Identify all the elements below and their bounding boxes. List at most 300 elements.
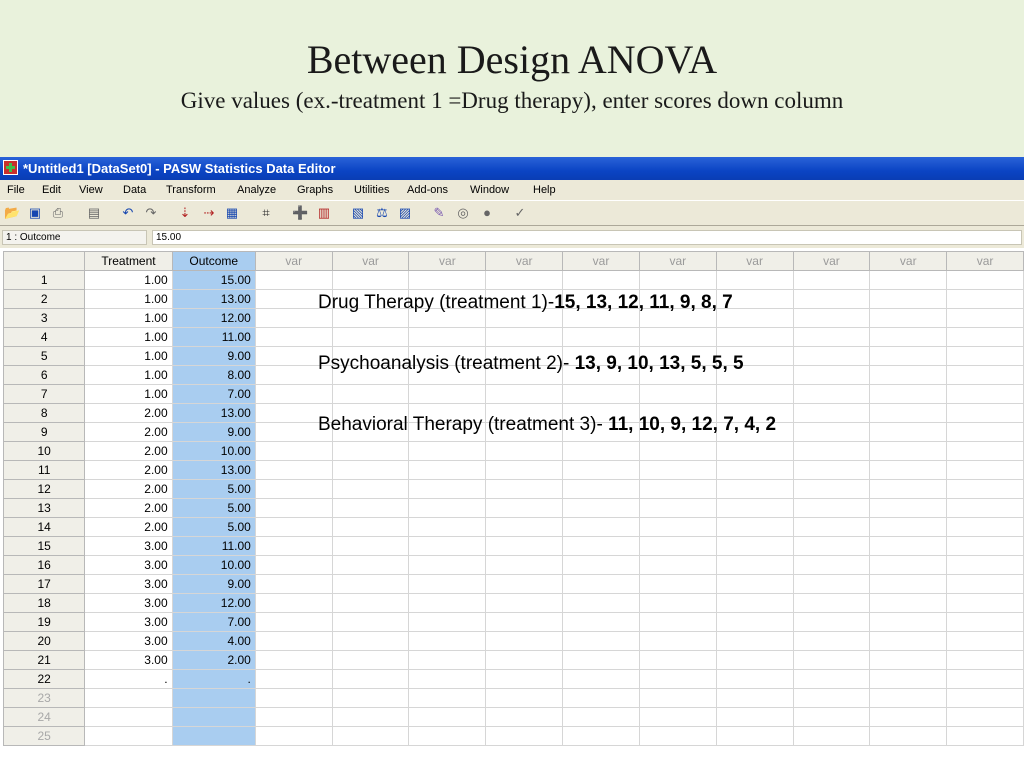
cell-empty[interactable] — [486, 518, 563, 537]
cell-outcome[interactable]: 5.00 — [172, 480, 255, 499]
cell-value-input[interactable]: 15.00 — [152, 230, 1022, 245]
cell-empty[interactable] — [639, 385, 716, 404]
cell-empty[interactable] — [870, 651, 947, 670]
cell-empty[interactable] — [947, 309, 1024, 328]
cell-empty[interactable] — [332, 575, 409, 594]
cell-empty[interactable] — [870, 708, 947, 727]
cell-treatment[interactable]: 1.00 — [85, 347, 172, 366]
cell-empty[interactable] — [716, 518, 793, 537]
row-header[interactable]: 1 — [4, 271, 85, 290]
use-sets-icon[interactable]: ◎ — [457, 205, 469, 220]
cell-empty[interactable] — [409, 480, 486, 499]
cell-empty[interactable] — [947, 442, 1024, 461]
cell-empty[interactable] — [563, 708, 640, 727]
cell-empty[interactable] — [793, 518, 870, 537]
cell-empty[interactable] — [332, 594, 409, 613]
cell-empty[interactable] — [563, 727, 640, 746]
cell-empty[interactable] — [870, 404, 947, 423]
cell-empty[interactable] — [563, 385, 640, 404]
cell-empty[interactable] — [255, 594, 332, 613]
row-header[interactable]: 22 — [4, 670, 85, 689]
cell-empty[interactable] — [793, 404, 870, 423]
cell-empty[interactable] — [486, 442, 563, 461]
cell-outcome[interactable]: 9.00 — [172, 423, 255, 442]
cell-empty[interactable] — [793, 442, 870, 461]
column-header-var[interactable]: var — [870, 252, 947, 271]
cell-empty[interactable] — [793, 575, 870, 594]
cell-empty[interactable] — [716, 651, 793, 670]
cell-empty[interactable] — [639, 651, 716, 670]
cell-empty[interactable] — [870, 442, 947, 461]
cell-empty[interactable] — [716, 613, 793, 632]
cell-empty[interactable] — [947, 499, 1024, 518]
cell-empty[interactable] — [255, 708, 332, 727]
cell-empty[interactable] — [486, 670, 563, 689]
corner-cell[interactable] — [4, 252, 85, 271]
cell-empty[interactable] — [409, 385, 486, 404]
menu-analyze[interactable]: Analyze — [237, 184, 277, 196]
cell-empty[interactable] — [947, 575, 1024, 594]
cell-empty[interactable] — [255, 518, 332, 537]
cell-empty[interactable] — [793, 480, 870, 499]
cell-empty[interactable] — [870, 518, 947, 537]
cell-empty[interactable] — [563, 594, 640, 613]
row-header[interactable]: 18 — [4, 594, 85, 613]
cell-empty[interactable] — [947, 518, 1024, 537]
cell-empty[interactable] — [255, 727, 332, 746]
cell-empty[interactable] — [409, 499, 486, 518]
cell-empty[interactable] — [870, 423, 947, 442]
cell-empty[interactable] — [793, 385, 870, 404]
cell-empty[interactable] — [716, 670, 793, 689]
cell-empty[interactable] — [716, 556, 793, 575]
cell-treatment[interactable] — [85, 727, 172, 746]
cell-empty[interactable] — [639, 442, 716, 461]
cell-empty[interactable] — [563, 480, 640, 499]
dialog-recall-icon[interactable]: ▤ — [87, 205, 101, 220]
cell-empty[interactable] — [947, 651, 1024, 670]
cell-empty[interactable] — [255, 556, 332, 575]
cell-empty[interactable] — [870, 556, 947, 575]
cell-empty[interactable] — [870, 670, 947, 689]
find-icon[interactable]: ⌗ — [262, 205, 270, 220]
cell-empty[interactable] — [716, 632, 793, 651]
cell-empty[interactable] — [255, 689, 332, 708]
cell-empty[interactable] — [793, 366, 870, 385]
cell-treatment[interactable]: 1.00 — [85, 290, 172, 309]
cell-empty[interactable] — [716, 442, 793, 461]
column-header-var[interactable]: var — [793, 252, 870, 271]
row-header[interactable]: 15 — [4, 537, 85, 556]
cell-empty[interactable] — [409, 632, 486, 651]
cell-empty[interactable] — [639, 613, 716, 632]
cell-empty[interactable] — [486, 461, 563, 480]
cell-outcome[interactable]: 12.00 — [172, 309, 255, 328]
insert-cases-icon[interactable]: ➕ — [292, 205, 309, 220]
cell-empty[interactable] — [947, 347, 1024, 366]
cell-empty[interactable] — [870, 385, 947, 404]
cell-outcome[interactable]: 15.00 — [172, 271, 255, 290]
column-header-outcome[interactable]: Outcome — [172, 252, 255, 271]
cell-empty[interactable] — [409, 442, 486, 461]
cell-outcome[interactable]: 13.00 — [172, 461, 255, 480]
cell-empty[interactable] — [563, 537, 640, 556]
row-header[interactable]: 3 — [4, 309, 85, 328]
cell-treatment[interactable]: . — [85, 670, 172, 689]
cell-empty[interactable] — [947, 423, 1024, 442]
cell-empty[interactable] — [332, 727, 409, 746]
cell-outcome[interactable]: 12.00 — [172, 594, 255, 613]
cell-outcome[interactable]: 7.00 — [172, 613, 255, 632]
value-labels-icon[interactable]: ✎ — [433, 205, 445, 220]
cell-empty[interactable] — [332, 556, 409, 575]
cell-empty[interactable] — [947, 632, 1024, 651]
cell-empty[interactable] — [793, 708, 870, 727]
redo-icon[interactable]: ↷ — [145, 205, 157, 220]
cell-empty[interactable] — [639, 727, 716, 746]
cell-empty[interactable] — [793, 309, 870, 328]
cell-treatment[interactable]: 2.00 — [85, 518, 172, 537]
cell-empty[interactable] — [870, 575, 947, 594]
cell-empty[interactable] — [716, 594, 793, 613]
cell-empty[interactable] — [486, 328, 563, 347]
cell-treatment[interactable]: 2.00 — [85, 461, 172, 480]
cell-empty[interactable] — [716, 480, 793, 499]
cell-outcome[interactable]: . — [172, 670, 255, 689]
cell-empty[interactable] — [870, 499, 947, 518]
cell-empty[interactable] — [486, 689, 563, 708]
cell-empty[interactable] — [255, 632, 332, 651]
cell-empty[interactable] — [793, 632, 870, 651]
cell-outcome[interactable]: 2.00 — [172, 651, 255, 670]
cell-empty[interactable] — [255, 499, 332, 518]
cell-empty[interactable] — [255, 537, 332, 556]
cell-treatment[interactable]: 3.00 — [85, 632, 172, 651]
cell-empty[interactable] — [332, 651, 409, 670]
cell-empty[interactable] — [947, 708, 1024, 727]
cell-empty[interactable] — [409, 537, 486, 556]
row-header[interactable]: 19 — [4, 613, 85, 632]
cell-empty[interactable] — [716, 499, 793, 518]
cell-empty[interactable] — [486, 651, 563, 670]
cell-empty[interactable] — [793, 461, 870, 480]
cell-empty[interactable] — [793, 347, 870, 366]
row-header[interactable]: 12 — [4, 480, 85, 499]
cell-empty[interactable] — [486, 632, 563, 651]
cell-empty[interactable] — [870, 480, 947, 499]
cell-empty[interactable] — [486, 575, 563, 594]
cell-empty[interactable] — [255, 385, 332, 404]
cell-empty[interactable] — [255, 328, 332, 347]
cell-outcome[interactable]: 13.00 — [172, 404, 255, 423]
menu-addons[interactable]: Add-ons — [407, 184, 448, 196]
row-header[interactable]: 9 — [4, 423, 85, 442]
cell-empty[interactable] — [639, 480, 716, 499]
cell-treatment[interactable]: 3.00 — [85, 537, 172, 556]
cell-empty[interactable] — [716, 708, 793, 727]
cell-empty[interactable] — [947, 537, 1024, 556]
cell-empty[interactable] — [793, 423, 870, 442]
cell-empty[interactable] — [255, 442, 332, 461]
cell-empty[interactable] — [870, 461, 947, 480]
cell-empty[interactable] — [332, 461, 409, 480]
cell-outcome[interactable]: 7.00 — [172, 385, 255, 404]
row-header[interactable]: 7 — [4, 385, 85, 404]
cell-treatment[interactable]: 2.00 — [85, 404, 172, 423]
cell-empty[interactable] — [563, 461, 640, 480]
cell-empty[interactable] — [255, 575, 332, 594]
cell-empty[interactable] — [639, 632, 716, 651]
goto-case-icon[interactable]: ⇣ — [179, 205, 191, 220]
cell-treatment[interactable] — [85, 689, 172, 708]
cell-empty[interactable] — [563, 632, 640, 651]
cell-empty[interactable] — [486, 537, 563, 556]
cell-empty[interactable] — [332, 271, 409, 290]
cell-empty[interactable] — [870, 309, 947, 328]
cell-empty[interactable] — [639, 537, 716, 556]
cell-empty[interactable] — [639, 689, 716, 708]
column-header-var[interactable]: var — [255, 252, 332, 271]
cell-empty[interactable] — [332, 537, 409, 556]
menu-transform[interactable]: Transform — [166, 184, 216, 196]
cell-empty[interactable] — [563, 442, 640, 461]
cell-empty[interactable] — [563, 613, 640, 632]
cell-empty[interactable] — [332, 613, 409, 632]
row-header[interactable]: 14 — [4, 518, 85, 537]
cell-empty[interactable] — [947, 290, 1024, 309]
row-header[interactable]: 5 — [4, 347, 85, 366]
menu-view[interactable]: View — [79, 184, 103, 196]
cell-empty[interactable] — [870, 613, 947, 632]
cell-empty[interactable] — [409, 328, 486, 347]
cell-empty[interactable] — [947, 328, 1024, 347]
cell-treatment[interactable]: 2.00 — [85, 480, 172, 499]
menu-file[interactable]: File — [7, 184, 25, 196]
app-icon[interactable] — [3, 160, 18, 175]
cell-empty[interactable] — [563, 689, 640, 708]
goto-variable-icon[interactable]: ⇢ — [203, 205, 215, 220]
cell-empty[interactable] — [409, 594, 486, 613]
cell-empty[interactable] — [870, 537, 947, 556]
cell-outcome[interactable] — [172, 689, 255, 708]
row-header[interactable]: 8 — [4, 404, 85, 423]
row-header[interactable]: 4 — [4, 328, 85, 347]
row-header[interactable]: 6 — [4, 366, 85, 385]
cell-empty[interactable] — [793, 651, 870, 670]
cell-treatment[interactable]: 3.00 — [85, 594, 172, 613]
cell-empty[interactable] — [870, 271, 947, 290]
cell-empty[interactable] — [870, 594, 947, 613]
cell-outcome[interactable]: 13.00 — [172, 290, 255, 309]
cell-empty[interactable] — [716, 328, 793, 347]
cell-empty[interactable] — [947, 480, 1024, 499]
cell-empty[interactable] — [947, 689, 1024, 708]
cell-outcome[interactable]: 9.00 — [172, 347, 255, 366]
cell-empty[interactable] — [947, 404, 1024, 423]
column-header-var[interactable]: var — [716, 252, 793, 271]
cell-empty[interactable] — [332, 518, 409, 537]
cell-empty[interactable] — [486, 613, 563, 632]
cell-empty[interactable] — [563, 670, 640, 689]
cell-empty[interactable] — [332, 689, 409, 708]
menu-window[interactable]: Window — [470, 184, 510, 196]
select-cases-icon[interactable]: ▨ — [398, 205, 412, 220]
cell-empty[interactable] — [639, 556, 716, 575]
cell-treatment[interactable]: 2.00 — [85, 423, 172, 442]
cell-treatment[interactable]: 1.00 — [85, 328, 172, 347]
cell-empty[interactable] — [947, 594, 1024, 613]
row-header[interactable]: 25 — [4, 727, 85, 746]
cell-outcome[interactable] — [172, 708, 255, 727]
cell-empty[interactable] — [716, 385, 793, 404]
cell-empty[interactable] — [563, 575, 640, 594]
row-header[interactable]: 16 — [4, 556, 85, 575]
menu-utilities[interactable]: Utilities — [354, 184, 390, 196]
cell-empty[interactable] — [409, 708, 486, 727]
menu-graphs[interactable]: Graphs — [297, 184, 334, 196]
row-header[interactable]: 21 — [4, 651, 85, 670]
cell-empty[interactable] — [255, 461, 332, 480]
insert-variable-icon[interactable]: ▥ — [317, 205, 331, 220]
cell-empty[interactable] — [563, 499, 640, 518]
cell-empty[interactable] — [563, 518, 640, 537]
row-header[interactable]: 2 — [4, 290, 85, 309]
column-header-treatment[interactable]: Treatment — [85, 252, 172, 271]
menu-data[interactable]: Data — [123, 184, 147, 196]
cell-treatment[interactable]: 1.00 — [85, 366, 172, 385]
cell-empty[interactable] — [409, 575, 486, 594]
cell-empty[interactable] — [793, 499, 870, 518]
cell-empty[interactable] — [409, 689, 486, 708]
cell-treatment[interactable]: 3.00 — [85, 556, 172, 575]
cell-treatment[interactable]: 1.00 — [85, 271, 172, 290]
cell-empty[interactable] — [409, 461, 486, 480]
cell-empty[interactable] — [332, 499, 409, 518]
cell-empty[interactable] — [793, 271, 870, 290]
cell-empty[interactable] — [332, 328, 409, 347]
cell-empty[interactable] — [563, 556, 640, 575]
row-header[interactable]: 23 — [4, 689, 85, 708]
cell-empty[interactable] — [409, 556, 486, 575]
cell-empty[interactable] — [563, 271, 640, 290]
split-file-icon[interactable]: ▧ — [351, 205, 365, 220]
window-titlebar[interactable] — [0, 157, 1024, 180]
show-all-variables-icon[interactable]: ● — [483, 205, 491, 220]
cell-empty[interactable] — [947, 556, 1024, 575]
cell-treatment[interactable]: 2.00 — [85, 442, 172, 461]
cell-outcome[interactable]: 9.00 — [172, 575, 255, 594]
column-header-var[interactable]: var — [639, 252, 716, 271]
row-header[interactable]: 13 — [4, 499, 85, 518]
cell-empty[interactable] — [793, 594, 870, 613]
cell-empty[interactable] — [947, 385, 1024, 404]
cell-empty[interactable] — [639, 708, 716, 727]
menu-help[interactable]: Help — [533, 184, 556, 196]
cell-empty[interactable] — [563, 651, 640, 670]
cell-treatment[interactable] — [85, 708, 172, 727]
column-header-var[interactable]: var — [409, 252, 486, 271]
cell-empty[interactable] — [486, 708, 563, 727]
cell-empty[interactable] — [870, 727, 947, 746]
cell-empty[interactable] — [639, 328, 716, 347]
row-header[interactable]: 20 — [4, 632, 85, 651]
cell-empty[interactable] — [793, 727, 870, 746]
cell-empty[interactable] — [793, 328, 870, 347]
cell-empty[interactable] — [332, 442, 409, 461]
cell-treatment[interactable]: 3.00 — [85, 613, 172, 632]
cell-empty[interactable] — [947, 727, 1024, 746]
cell-treatment[interactable]: 3.00 — [85, 575, 172, 594]
cell-outcome[interactable]: 5.00 — [172, 499, 255, 518]
cell-empty[interactable] — [639, 499, 716, 518]
cell-empty[interactable] — [409, 727, 486, 746]
cell-empty[interactable] — [716, 461, 793, 480]
cell-empty[interactable] — [793, 537, 870, 556]
column-header-var[interactable]: var — [332, 252, 409, 271]
variables-icon[interactable]: ▦ — [225, 205, 239, 220]
cell-empty[interactable] — [639, 594, 716, 613]
cell-empty[interactable] — [486, 499, 563, 518]
cell-empty[interactable] — [947, 613, 1024, 632]
cell-empty[interactable] — [639, 461, 716, 480]
cell-empty[interactable] — [332, 708, 409, 727]
cell-empty[interactable] — [639, 575, 716, 594]
cell-empty[interactable] — [793, 670, 870, 689]
menu-edit[interactable]: Edit — [42, 184, 61, 196]
cell-outcome[interactable]: 11.00 — [172, 537, 255, 556]
cell-empty[interactable] — [486, 556, 563, 575]
cell-empty[interactable] — [947, 461, 1024, 480]
cell-empty[interactable] — [563, 328, 640, 347]
cell-empty[interactable] — [486, 727, 563, 746]
spell-check-icon[interactable]: ✓ — [514, 205, 526, 220]
cell-empty[interactable] — [486, 271, 563, 290]
cell-empty[interactable] — [409, 651, 486, 670]
cell-treatment[interactable]: 3.00 — [85, 651, 172, 670]
cell-empty[interactable] — [870, 689, 947, 708]
print-icon[interactable]: ⎙ — [52, 205, 64, 220]
cell-empty[interactable] — [793, 556, 870, 575]
cell-empty[interactable] — [332, 385, 409, 404]
cell-empty[interactable] — [716, 271, 793, 290]
cell-empty[interactable] — [870, 366, 947, 385]
cell-empty[interactable] — [947, 366, 1024, 385]
cell-outcome[interactable]: 8.00 — [172, 366, 255, 385]
cell-empty[interactable] — [255, 480, 332, 499]
save-icon[interactable]: ▣ — [28, 205, 42, 220]
cell-empty[interactable] — [870, 290, 947, 309]
cell-treatment[interactable]: 1.00 — [85, 385, 172, 404]
cell-empty[interactable] — [255, 271, 332, 290]
cell-empty[interactable] — [793, 290, 870, 309]
cell-empty[interactable] — [639, 518, 716, 537]
cell-outcome[interactable]: 4.00 — [172, 632, 255, 651]
cell-empty[interactable] — [332, 480, 409, 499]
cell-empty[interactable] — [947, 670, 1024, 689]
row-header[interactable]: 11 — [4, 461, 85, 480]
cell-empty[interactable] — [716, 575, 793, 594]
open-folder-icon[interactable]: 📂 — [4, 205, 21, 220]
column-header-var[interactable]: var — [486, 252, 563, 271]
cell-empty[interactable] — [486, 385, 563, 404]
cell-empty[interactable] — [639, 271, 716, 290]
cell-empty[interactable] — [793, 689, 870, 708]
cell-empty[interactable] — [255, 670, 332, 689]
cell-empty[interactable] — [409, 271, 486, 290]
cell-empty[interactable] — [409, 670, 486, 689]
column-header-var[interactable]: var — [563, 252, 640, 271]
cell-empty[interactable] — [716, 689, 793, 708]
